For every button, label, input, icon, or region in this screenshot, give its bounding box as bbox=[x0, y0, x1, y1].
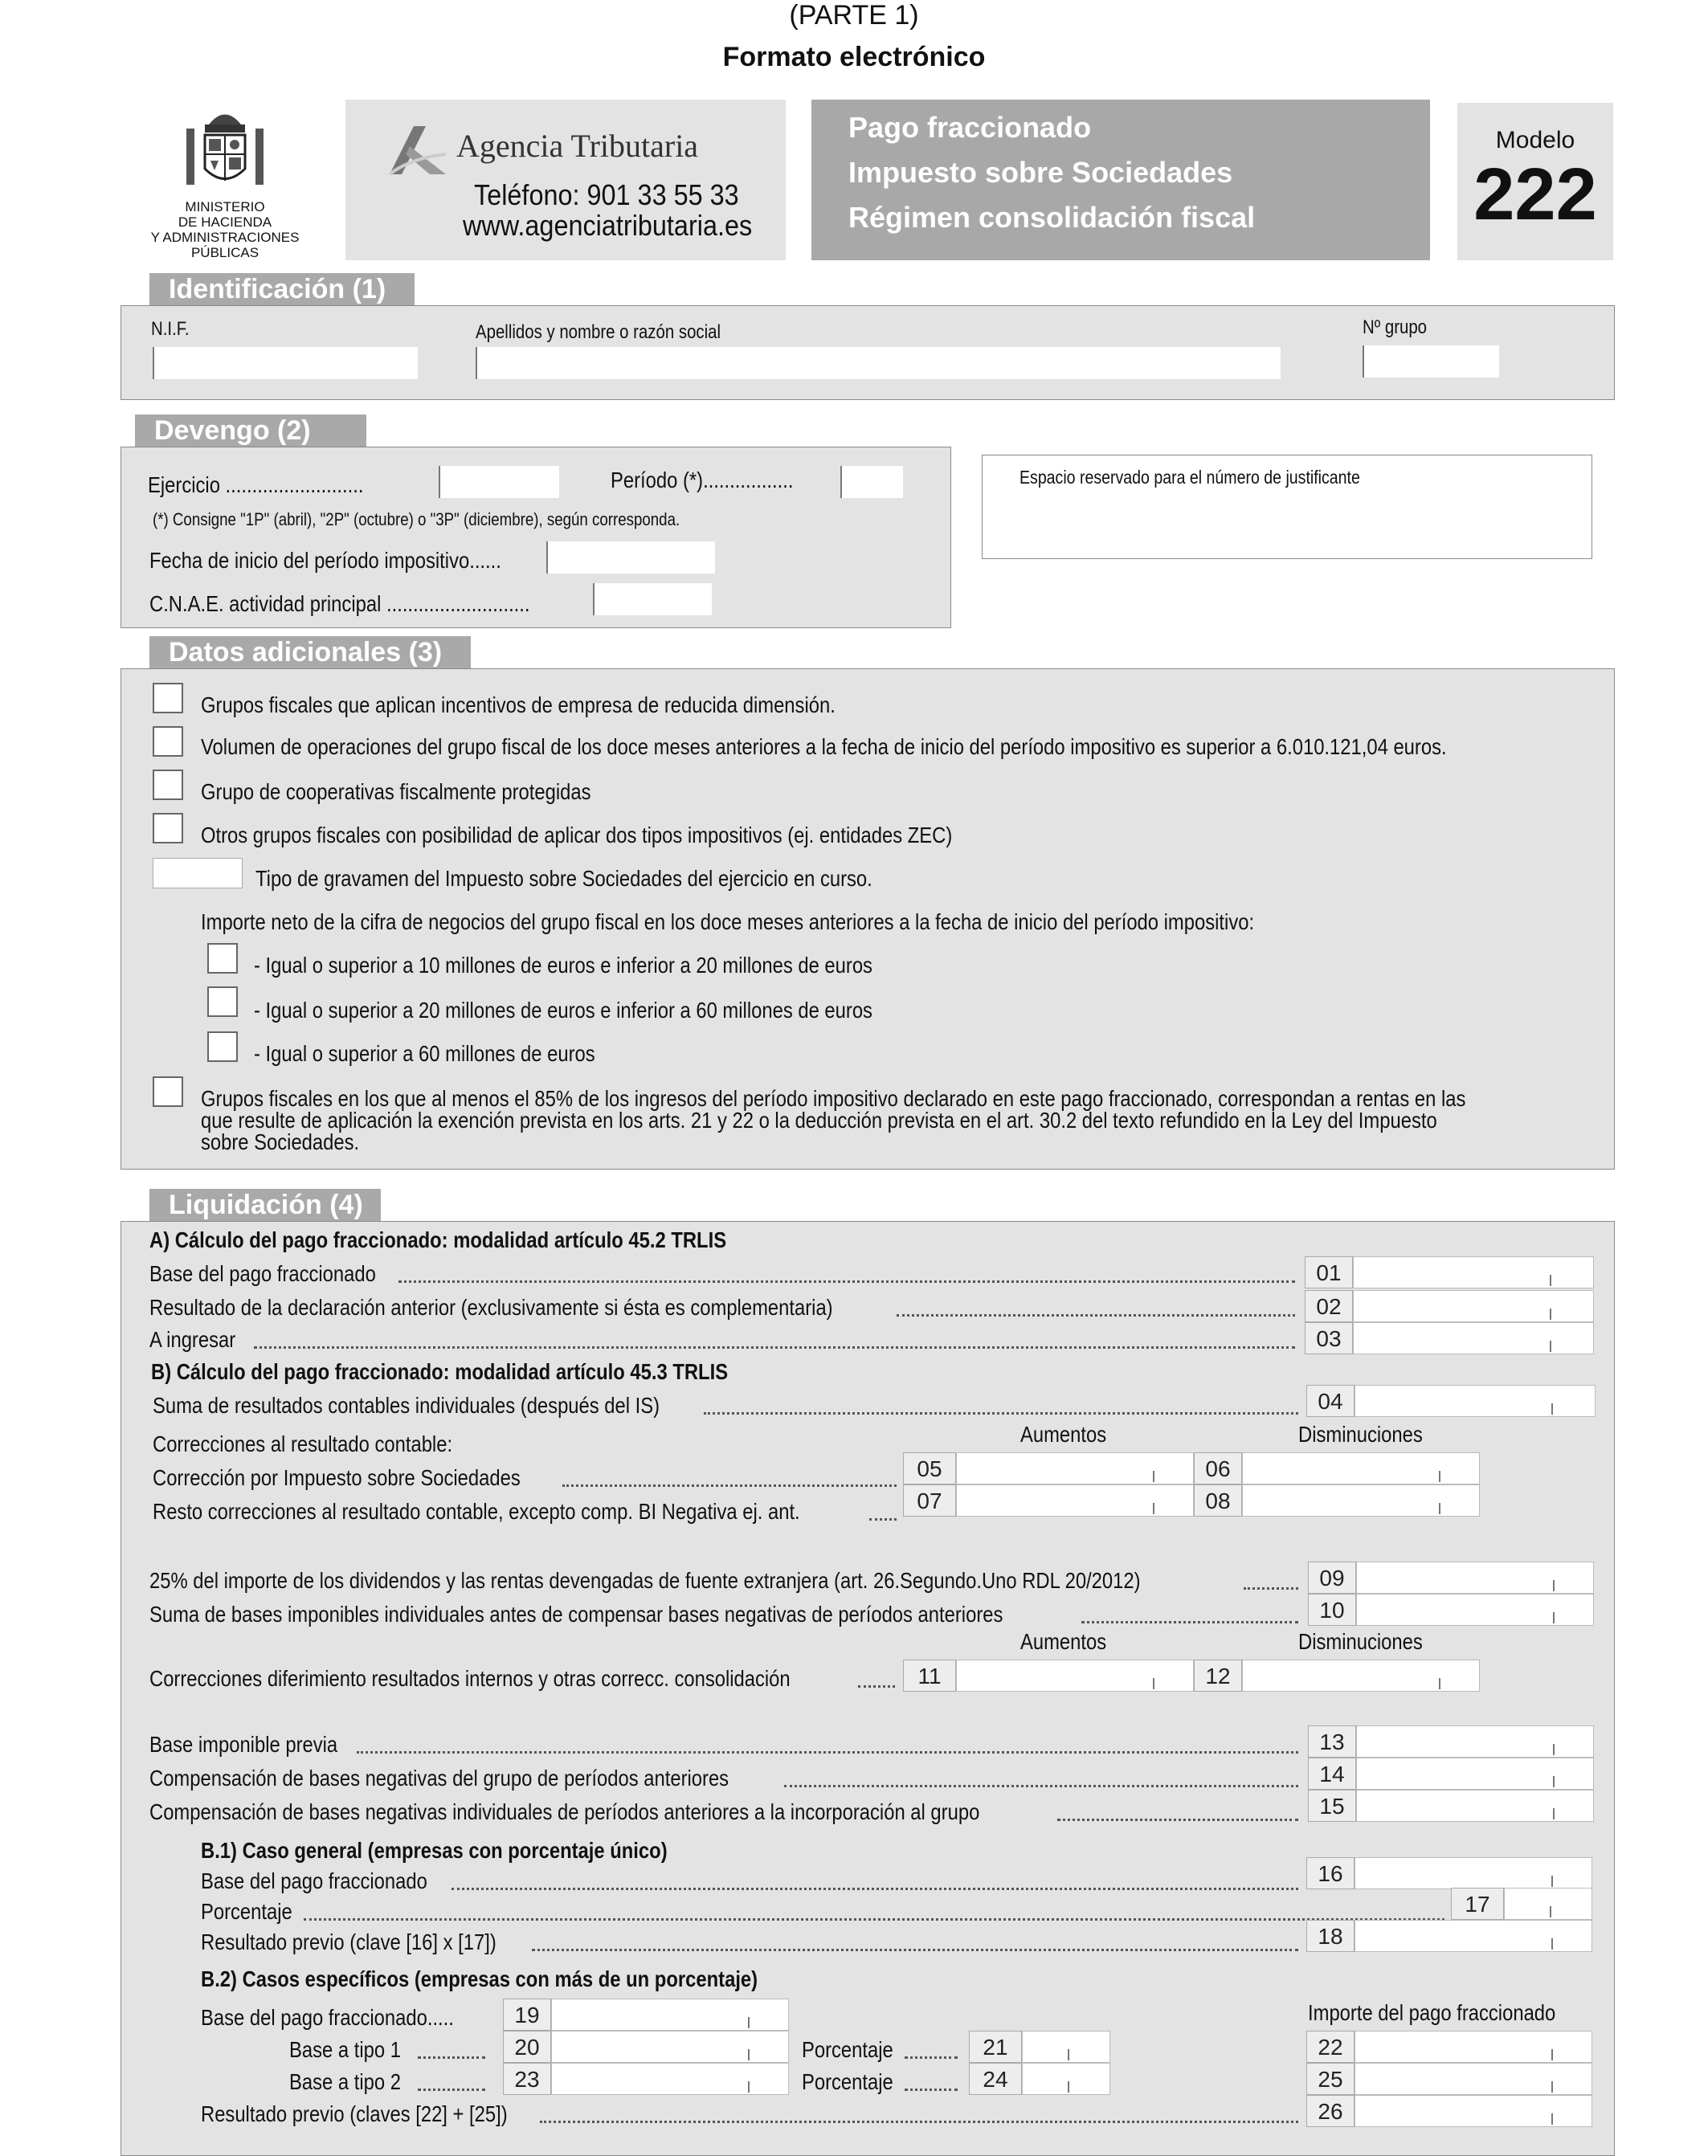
pct24-label: Porcentaje bbox=[802, 2069, 893, 2094]
checkbox-20-60[interactable] bbox=[207, 986, 238, 1017]
row04-label: Suma de resultados contables individuales (después del IS) bbox=[153, 1393, 660, 1418]
ministry-logo bbox=[121, 104, 329, 260]
periodo-note: (*) Consigne "1P" (abril), "2P" (octubre) o "3P" (diciembre), según corresponda. bbox=[153, 509, 680, 529]
value-19[interactable] bbox=[551, 1999, 789, 2031]
value-14[interactable] bbox=[1356, 1758, 1594, 1790]
aumentos-header-2: Aumentos bbox=[1020, 1629, 1107, 1654]
datos-last-0: Grupos fiscales en los que al menos el 85% de los ingresos del período impositivo declarado en este pago fraccionado, correspondan a rentas en las bbox=[201, 1086, 1466, 1111]
dots-03 bbox=[254, 1346, 1295, 1349]
checkbox-reducida[interactable] bbox=[153, 683, 183, 713]
dots-24 bbox=[905, 2089, 958, 2091]
datos-tab: Datos adicionales (3) bbox=[149, 636, 471, 668]
ministry-line3: Y ADMINISTRACIONES PÚBLICAS bbox=[150, 230, 300, 260]
checkbox-10-20[interactable] bbox=[207, 943, 238, 974]
datos-item-2: Grupo de cooperativas fiscalmente protegidas bbox=[201, 779, 591, 804]
datos-item-1: Volumen de operaciones del grupo fiscal de los doce meses anteriores a la fecha de inicio del período impositivo es superior a 6.010.121,04 euros. bbox=[201, 734, 1447, 759]
a-row-0-label: Base del pago fraccionado bbox=[149, 1261, 376, 1286]
value-11[interactable] bbox=[956, 1660, 1194, 1692]
fecha-input[interactable] bbox=[546, 541, 715, 574]
dots-07 bbox=[869, 1518, 897, 1521]
sub-item-1: - Igual o superior a 20 millones de euros e inferior a 60 millones de euros bbox=[254, 998, 872, 1023]
row19-label: Base del pago fraccionado..... bbox=[201, 2005, 454, 2030]
row20-label: Base a tipo 1 bbox=[289, 2037, 401, 2062]
corr-is-label: Corrección por Impuesto sobre Sociedades bbox=[153, 1465, 521, 1490]
dots-13 bbox=[357, 1751, 1298, 1754]
reserved-space bbox=[982, 455, 1592, 559]
ejercicio-input[interactable] bbox=[439, 466, 559, 498]
format-label: Formato electrónico bbox=[722, 42, 986, 72]
value-23[interactable] bbox=[551, 2063, 789, 2095]
agency-box bbox=[345, 100, 786, 260]
row17-label: Porcentaje bbox=[201, 1899, 292, 1924]
dots-09 bbox=[1244, 1587, 1298, 1590]
code-02: 02 bbox=[1305, 1290, 1353, 1322]
datos-last-1: que resulte de aplicación la exención prevista en los arts. 21 y 22 o la deducción prevista en el art. 30.2 del texto refundido en la Ley del Impuesto bbox=[201, 1108, 1437, 1133]
datos-item-0: Grupos fiscales que aplican incentivos de empresa de reducida dimensión. bbox=[201, 692, 836, 717]
dots-02 bbox=[897, 1314, 1295, 1317]
value-12[interactable] bbox=[1242, 1660, 1480, 1692]
checkbox-85pct[interactable] bbox=[153, 1076, 183, 1107]
aumentos-header: Aumentos bbox=[1020, 1422, 1107, 1447]
code-20: 20 bbox=[503, 2031, 551, 2063]
code-06: 06 bbox=[1194, 1452, 1242, 1484]
value-16[interactable] bbox=[1355, 1857, 1592, 1889]
code-22: 22 bbox=[1306, 2031, 1355, 2063]
nif-label: N.I.F. bbox=[151, 318, 190, 340]
code-14: 14 bbox=[1308, 1758, 1356, 1790]
dots-23 bbox=[418, 2089, 485, 2091]
checkbox-60[interactable] bbox=[207, 1031, 238, 1062]
code-26: 26 bbox=[1306, 2095, 1355, 2127]
disminuciones-header: Disminuciones bbox=[1298, 1422, 1423, 1447]
devengo-tab: Devengo (2) bbox=[135, 414, 366, 447]
title-box bbox=[811, 100, 1430, 260]
ministry-line2: DE HACIENDA bbox=[178, 214, 272, 230]
group-input[interactable] bbox=[1363, 345, 1499, 378]
fecha-label: Fecha de inicio del período impositivo...... bbox=[149, 548, 501, 573]
modelo-number: 222 bbox=[1473, 153, 1597, 235]
correcciones-label: Correcciones al resultado contable: bbox=[153, 1431, 453, 1456]
code-08: 08 bbox=[1194, 1484, 1242, 1517]
title-line1: Pago fraccionado bbox=[848, 111, 1092, 144]
row10-label: Suma de bases imponibles individuales antes de compensar bases negativas de períodos anteriores bbox=[149, 1602, 1003, 1627]
dots-11 bbox=[858, 1685, 895, 1688]
value-13[interactable] bbox=[1356, 1725, 1594, 1758]
reserved-label: Espacio reservado para el número de justificante bbox=[1019, 467, 1360, 488]
coat-of-arms-icon bbox=[177, 104, 273, 197]
value-22[interactable] bbox=[1355, 2031, 1592, 2063]
code-10: 10 bbox=[1308, 1594, 1356, 1626]
periodo-label: Período (*)................. bbox=[611, 468, 794, 492]
value-03[interactable] bbox=[1353, 1322, 1594, 1354]
ejercicio-label: Ejercicio .......................... bbox=[148, 472, 364, 497]
ministry-line1: MINISTERIO bbox=[185, 199, 265, 214]
code-19: 19 bbox=[503, 1999, 551, 2031]
modelo-box bbox=[1457, 103, 1613, 260]
row26-label: Resultado previo (claves [22] + [25]) bbox=[201, 2101, 508, 2126]
value-04[interactable] bbox=[1355, 1385, 1596, 1417]
tipo-gravamen-input[interactable] bbox=[153, 858, 243, 888]
code-07: 07 bbox=[903, 1484, 956, 1517]
value-05[interactable] bbox=[956, 1452, 1194, 1484]
name-label: Apellidos y nombre o razón social bbox=[476, 321, 721, 343]
dots-21 bbox=[905, 2056, 958, 2059]
dots-20 bbox=[418, 2056, 485, 2059]
value-02[interactable] bbox=[1353, 1290, 1594, 1322]
code-09: 09 bbox=[1308, 1562, 1356, 1594]
modelo-label: Modelo bbox=[1495, 127, 1575, 153]
dots-04 bbox=[704, 1412, 1298, 1415]
pct21-label: Porcentaje bbox=[802, 2037, 893, 2062]
agency-phone: Teléfono: 901 33 55 33 bbox=[474, 178, 739, 211]
name-input[interactable] bbox=[476, 347, 1281, 379]
title-line2: Impuesto sobre Sociedades bbox=[848, 156, 1233, 189]
code-11: 11 bbox=[903, 1660, 956, 1692]
sub-item-0: - Igual o superior a 10 millones de euros e inferior a 20 millones de euros bbox=[254, 953, 872, 978]
value-17[interactable] bbox=[1504, 1888, 1592, 1920]
code-18: 18 bbox=[1306, 1920, 1355, 1952]
value-26[interactable] bbox=[1355, 2095, 1592, 2127]
b1-title: B.1) Caso general (empresas con porcentaje único) bbox=[201, 1838, 668, 1863]
code-24: 24 bbox=[969, 2063, 1022, 2095]
row16-label: Base del pago fraccionado bbox=[201, 1868, 427, 1893]
code-03: 03 bbox=[1305, 1322, 1353, 1354]
code-13: 13 bbox=[1308, 1725, 1356, 1758]
code-23: 23 bbox=[503, 2063, 551, 2095]
value-24[interactable] bbox=[1022, 2063, 1110, 2095]
code-05: 05 bbox=[903, 1452, 956, 1484]
periodo-input[interactable] bbox=[840, 466, 903, 498]
value-10[interactable] bbox=[1356, 1594, 1594, 1626]
cnae-label: C.N.A.E. actividad principal ........................... bbox=[149, 591, 530, 616]
row15-label: Compensación de bases negativas individuales de períodos anteriores a la incorporación al grupo bbox=[149, 1799, 980, 1824]
a-row-2-label: A ingresar bbox=[149, 1327, 236, 1352]
checkbox-volumen[interactable] bbox=[153, 726, 183, 757]
value-20[interactable] bbox=[551, 2031, 789, 2063]
identificacion-tab: Identificación (1) bbox=[149, 273, 415, 305]
code-01: 01 bbox=[1305, 1256, 1353, 1288]
nif-input[interactable] bbox=[153, 347, 418, 379]
dots-15 bbox=[1057, 1819, 1298, 1821]
value-15[interactable] bbox=[1356, 1790, 1594, 1822]
tipo-label: Tipo de gravamen del Impuesto sobre Sociedades del ejercicio en curso. bbox=[255, 866, 872, 891]
code-16: 16 bbox=[1306, 1857, 1355, 1889]
liquidacion-tab: Liquidación (4) bbox=[149, 1189, 381, 1221]
agency-web: www.agenciatributaria.es bbox=[463, 209, 753, 242]
code-21: 21 bbox=[969, 2031, 1022, 2063]
agency-logo-icon bbox=[386, 122, 450, 178]
dots-14 bbox=[784, 1785, 1298, 1787]
dots-10 bbox=[1081, 1621, 1298, 1623]
importe-pago-header: Importe del pago fraccionado bbox=[1308, 2000, 1556, 2025]
dots-18 bbox=[532, 1949, 1298, 1951]
a-row-1-label: Resultado de la declaración anterior (exclusivamente si ésta es complementaria) bbox=[149, 1295, 833, 1320]
code-25: 25 bbox=[1306, 2063, 1355, 2095]
value-06[interactable] bbox=[1242, 1452, 1480, 1484]
b2-title: B.2) Casos específicos (empresas con más de un porcentaje) bbox=[201, 1966, 758, 1991]
code-04: 04 bbox=[1306, 1385, 1355, 1417]
code-15: 15 bbox=[1308, 1790, 1356, 1822]
checkbox-cooperativas[interactable] bbox=[153, 770, 183, 800]
row14-label: Compensación de bases negativas del grupo de períodos anteriores bbox=[149, 1766, 729, 1791]
value-01[interactable] bbox=[1353, 1256, 1594, 1288]
dots-26 bbox=[540, 2121, 1298, 2123]
dots-01 bbox=[398, 1280, 1295, 1283]
disminuciones-header-2: Disminuciones bbox=[1298, 1629, 1423, 1654]
datos-last-2: sobre Sociedades. bbox=[201, 1129, 360, 1154]
title-line3: Régimen consolidación fiscal bbox=[848, 201, 1256, 234]
agency-name: Agencia Tributaria bbox=[456, 128, 699, 164]
a-title: A) Cálculo del pago fraccionado: modalidad artículo 45.2 TRLIS bbox=[149, 1227, 727, 1252]
code-17: 17 bbox=[1451, 1888, 1504, 1920]
datos-item-3: Otros grupos fiscales con posibilidad de aplicar dos tipos impositivos (ej. entidades ZEC) bbox=[201, 823, 953, 847]
sub-item-2: - Igual o superior a 60 millones de euros bbox=[254, 1041, 595, 1066]
importe-label: Importe neto de la cifra de negocios del grupo fiscal en los doce meses anteriores a la fecha de inicio del período impositivo: bbox=[201, 909, 1255, 934]
b-title: B) Cálculo del pago fraccionado: modalidad artículo 45.3 TRLIS bbox=[151, 1359, 729, 1384]
value-08[interactable] bbox=[1242, 1484, 1480, 1517]
dots-16 bbox=[452, 1888, 1298, 1890]
row23-label: Base a tipo 2 bbox=[289, 2069, 401, 2094]
code-12: 12 bbox=[1194, 1660, 1242, 1692]
row13-label: Base imponible previa bbox=[149, 1732, 338, 1757]
value-18[interactable] bbox=[1355, 1920, 1592, 1952]
value-09[interactable] bbox=[1356, 1562, 1594, 1594]
dots-17 bbox=[304, 1918, 1444, 1921]
checkbox-zec[interactable] bbox=[153, 813, 183, 843]
row18-label: Resultado previo (clave [16] x [17]) bbox=[201, 1929, 496, 1954]
cnae-input[interactable] bbox=[593, 583, 712, 615]
row11-label: Correcciones diferimiento resultados internos y otras correcc. consolidación bbox=[149, 1666, 791, 1691]
group-label: Nº grupo bbox=[1363, 316, 1428, 338]
value-25[interactable] bbox=[1355, 2063, 1592, 2095]
dots-05 bbox=[562, 1484, 897, 1487]
value-07[interactable] bbox=[956, 1484, 1194, 1517]
part-label: (PARTE 1) bbox=[789, 0, 919, 31]
row09-label: 25% del importe de los dividendos y las rentas devengadas de fuente extranjera (art. 26.Segundo.Uno RDL 20/2012) bbox=[149, 1568, 1141, 1593]
corr-resto-label: Resto correcciones al resultado contable, excepto comp. BI Negativa ej. ant. bbox=[153, 1499, 800, 1524]
value-21[interactable] bbox=[1022, 2031, 1110, 2063]
